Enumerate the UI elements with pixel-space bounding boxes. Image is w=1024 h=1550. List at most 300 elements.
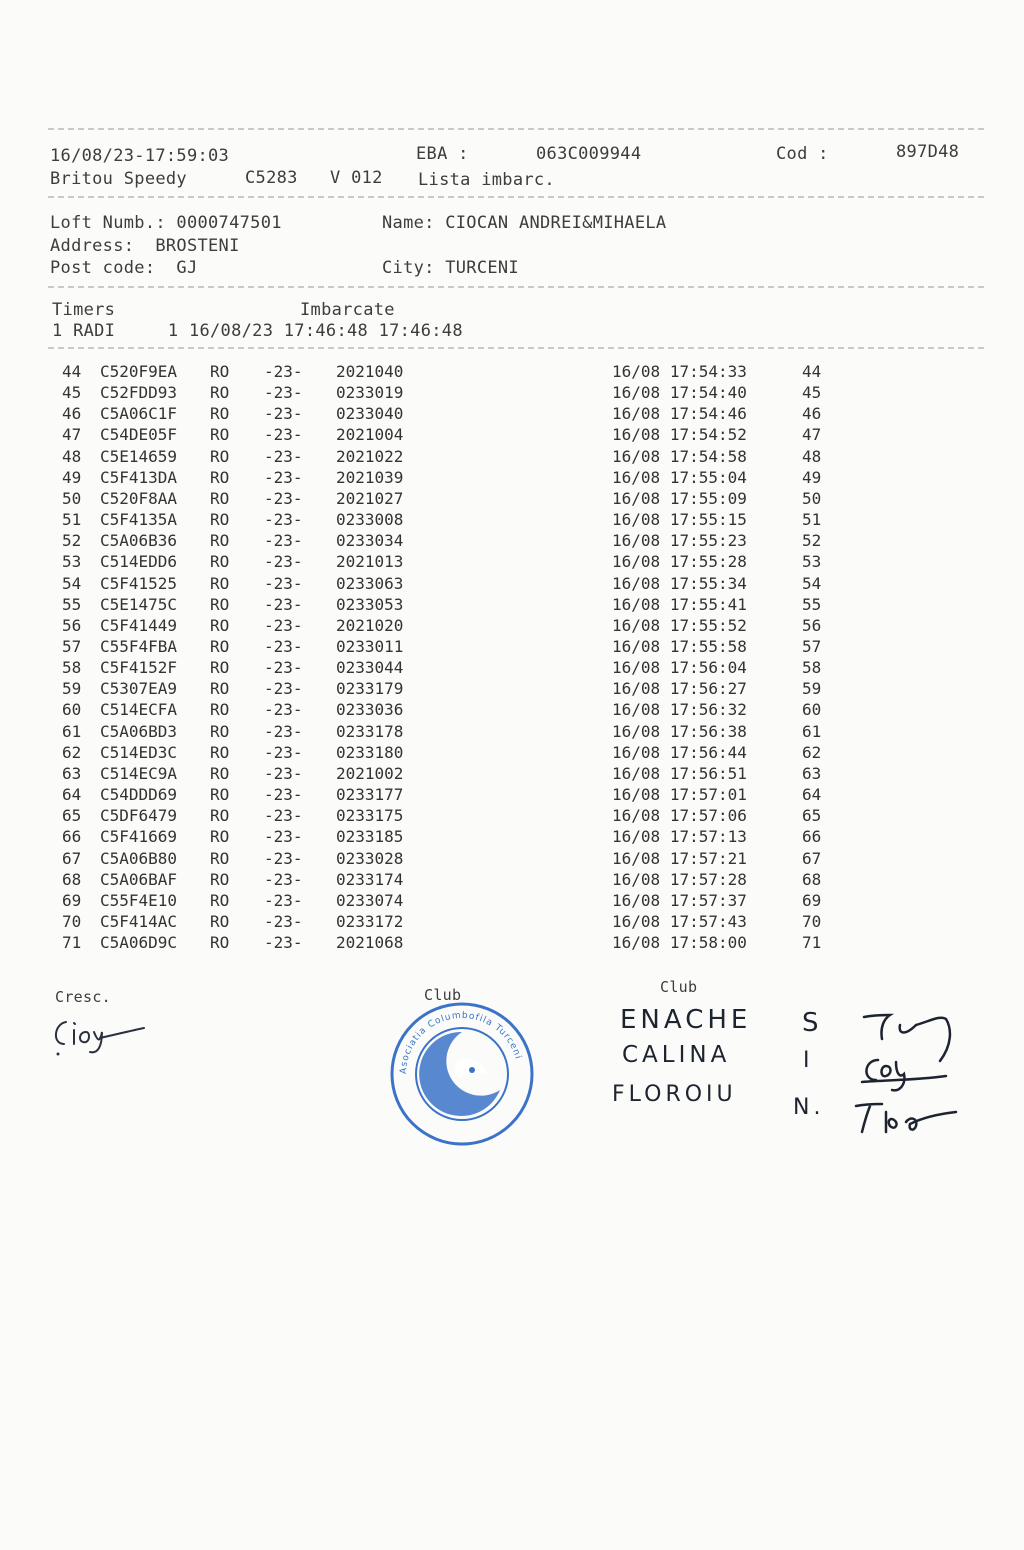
arrival-time: [612, 849, 747, 868]
ring-year: -23-: [264, 700, 303, 720]
arrival-date: 16/08: [612, 425, 661, 445]
position: 58: [802, 658, 822, 678]
position: 59: [802, 679, 822, 699]
ring-number: 0233175: [336, 806, 404, 826]
position: 70: [802, 911, 822, 931]
ring-year: -23-: [264, 573, 303, 593]
ring-year: -23-: [264, 763, 303, 783]
ring-number: 0233178: [336, 721, 404, 741]
ring-number: 0233180: [336, 742, 404, 762]
arrival-clock: 17:54:40: [669, 383, 747, 403]
club-label-signers: Club: [660, 978, 698, 996]
row-index: 66: [62, 827, 82, 847]
arrival-time: [612, 552, 747, 571]
arrival-time: [612, 362, 747, 381]
row-index: 54: [62, 573, 82, 593]
ring-year: -23-: [264, 742, 303, 762]
ring-code: C5A06BAF: [100, 869, 178, 889]
position: 51: [802, 510, 822, 529]
arrival-clock: 17:58:00: [669, 933, 747, 952]
country-code: RO: [210, 890, 230, 910]
signer-1-name: ENACHE: [620, 1005, 752, 1035]
country-code: RO: [210, 446, 230, 466]
country-code: RO: [210, 425, 230, 445]
row-index: 63: [62, 763, 82, 783]
list-title: Lista imbarc.: [418, 170, 555, 190]
row-index: 67: [62, 848, 82, 868]
ring-year: -23-: [264, 890, 303, 910]
ring-year: -23-: [264, 615, 303, 635]
ring-code: C5E14659: [100, 446, 178, 466]
ring-year: -23-: [264, 933, 303, 952]
ring-number: 2021004: [336, 425, 404, 445]
arrival-time: [612, 785, 747, 804]
loft-number: Loft Numb.: 0000747501: [50, 213, 282, 233]
ring-code: C5307EA9: [100, 679, 178, 699]
signer-2-name: CALINA: [622, 1042, 731, 1068]
cod-value: 897D48: [896, 142, 960, 162]
ring-number: 2021013: [336, 552, 404, 572]
ring-code: C5F413DA: [100, 467, 178, 487]
ring-number: 0233008: [336, 510, 404, 529]
row-index: 62: [62, 742, 82, 762]
separator-timers: [48, 347, 984, 349]
arrival-date: 16/08: [612, 890, 661, 910]
arrival-clock: 17:55:41: [669, 594, 747, 614]
country-code: RO: [210, 848, 230, 868]
row-index: 65: [62, 806, 82, 826]
ring-code: C5F4135A: [100, 510, 178, 529]
ring-code: C5F414AC: [100, 911, 178, 931]
device-code: C5283: [245, 168, 298, 188]
ring-code: C5A06B36: [100, 531, 178, 551]
table-row: [62, 616, 842, 637]
arrival-date: 16/08: [612, 869, 661, 889]
table-row: [62, 806, 842, 827]
ring-code: C5F41449: [100, 615, 178, 635]
country-code: RO: [210, 552, 230, 572]
country-code: RO: [210, 679, 230, 699]
arrival-time: [612, 722, 747, 741]
country-code: RO: [210, 658, 230, 678]
signer-2-signature: [858, 1052, 948, 1092]
position: 49: [802, 467, 822, 487]
ring-number: 0233044: [336, 658, 404, 678]
row-index: 60: [62, 700, 82, 720]
ring-year: -23-: [264, 488, 303, 508]
row-index: 61: [62, 721, 82, 741]
cod-label: Cod :: [776, 144, 829, 164]
ring-code: C514EDD6: [100, 552, 178, 572]
table-row: [62, 679, 842, 700]
table-row: [62, 785, 842, 806]
arrival-time: [612, 447, 747, 466]
country-code: RO: [210, 488, 230, 508]
row-index: 70: [62, 911, 82, 931]
position: 54: [802, 573, 822, 593]
country-code: RO: [210, 404, 230, 424]
row-index: 50: [62, 488, 82, 508]
arrival-time: [612, 616, 747, 635]
ring-code: C54DDD69: [100, 785, 178, 804]
arrival-clock: 17:56:27: [669, 679, 747, 699]
ring-year: -23-: [264, 869, 303, 889]
ring-year: -23-: [264, 679, 303, 699]
country-code: RO: [210, 869, 230, 889]
arrival-date: 16/08: [612, 446, 661, 466]
country-code: RO: [210, 467, 230, 487]
row-index: 69: [62, 890, 82, 910]
address: Address: BROSTENI: [50, 236, 240, 256]
row-index: 52: [62, 531, 82, 551]
arrival-clock: 17:54:52: [669, 425, 747, 445]
arrival-date: 16/08: [612, 488, 661, 508]
post-code: Post code: GJ: [50, 258, 198, 278]
row-index: 71: [62, 933, 82, 952]
arrival-date: 16/08: [612, 848, 661, 868]
arrival-time: [612, 891, 747, 910]
arrival-time: [612, 425, 747, 444]
ring-year: -23-: [264, 721, 303, 741]
arrival-clock: 17:57:01: [669, 785, 747, 804]
arrival-time: [612, 764, 747, 783]
position: 60: [802, 700, 822, 720]
ring-year: -23-: [264, 362, 303, 381]
separator-header: [48, 196, 984, 198]
arrival-clock: 17:55:09: [669, 488, 747, 508]
country-code: RO: [210, 615, 230, 635]
country-code: RO: [210, 911, 230, 931]
table-row: [62, 722, 842, 743]
position: 62: [802, 742, 822, 762]
owner-name: Name: CIOCAN ANDREI&MIHAELA: [382, 213, 667, 233]
position: 47: [802, 425, 822, 445]
ring-number: 0233036: [336, 700, 404, 720]
ring-code: C5F41525: [100, 573, 178, 593]
eba-label: EBA :: [416, 144, 469, 164]
arrival-clock: 17:55:04: [669, 467, 747, 487]
ring-number: 2021022: [336, 446, 404, 466]
table-row: [62, 383, 842, 404]
ring-code: C5E1475C: [100, 594, 178, 614]
country-code: RO: [210, 700, 230, 720]
position: 65: [802, 806, 822, 826]
arrival-date: 16/08: [612, 679, 661, 699]
arrival-date: 16/08: [612, 362, 661, 381]
row-index: 59: [62, 679, 82, 699]
position: 67: [802, 848, 822, 868]
ring-number: 0233074: [336, 890, 404, 910]
print-datetime: 16/08/23-17:59:03: [50, 146, 230, 166]
position: 45: [802, 383, 822, 403]
arrival-time: [612, 806, 747, 825]
row-index: 51: [62, 510, 82, 529]
arrival-date: 16/08: [612, 573, 661, 593]
arrival-time: [612, 404, 747, 423]
country-code: RO: [210, 637, 230, 656]
ring-year: -23-: [264, 806, 303, 826]
arrival-time: [612, 700, 747, 719]
row-index: 56: [62, 615, 82, 635]
country-code: RO: [210, 933, 230, 952]
row-index: 68: [62, 869, 82, 889]
country-code: RO: [210, 362, 230, 381]
ring-code: C55F4E10: [100, 890, 178, 910]
position: 44: [802, 362, 822, 381]
arrival-clock: 17:55:15: [669, 510, 747, 529]
arrival-date: 16/08: [612, 911, 661, 931]
ring-year: -23-: [264, 785, 303, 804]
arrival-clock: 17:55:23: [669, 531, 747, 551]
version: V 012: [330, 168, 383, 188]
table-row: [62, 468, 842, 489]
arrival-clock: 17:55:58: [669, 637, 747, 656]
timer-line: 1 RADI 1 16/08/23 17:46:48 17:46:48: [52, 321, 463, 341]
position: 53: [802, 552, 822, 572]
ring-number: 0233177: [336, 785, 404, 804]
table-row: [62, 362, 842, 383]
cresc-label: Cresc.: [55, 988, 111, 1006]
table-row: [62, 933, 842, 954]
position: 71: [802, 933, 822, 952]
position: 46: [802, 404, 822, 424]
ring-year: -23-: [264, 467, 303, 487]
signer-3-initial: N.: [793, 1095, 825, 1120]
arrival-clock: 17:56:44: [669, 742, 747, 762]
arrival-clock: 17:57:28: [669, 869, 747, 889]
arrival-time: [612, 489, 747, 508]
arrival-time: [612, 574, 747, 593]
ring-code: C52FDD93: [100, 383, 178, 403]
eba-value: 063C009944: [536, 144, 642, 164]
ring-year: -23-: [264, 594, 303, 614]
cresc-signature: [48, 1010, 148, 1060]
arrival-time: [612, 383, 747, 402]
country-code: RO: [210, 721, 230, 741]
country-code: RO: [210, 785, 230, 804]
arrival-date: 16/08: [612, 721, 661, 741]
row-index: 64: [62, 785, 82, 804]
arrival-clock: 17:57:06: [669, 806, 747, 826]
row-index: 58: [62, 658, 82, 678]
country-code: RO: [210, 763, 230, 783]
ring-code: C5A06BD3: [100, 721, 178, 741]
ring-code: C514ECFA: [100, 700, 178, 720]
ring-year: -23-: [264, 383, 303, 403]
ring-number: 0233011: [336, 637, 404, 656]
signer-3-signature: [852, 1098, 962, 1138]
arrival-date: 16/08: [612, 827, 661, 847]
arrival-clock: 17:56:04: [669, 658, 747, 678]
arrival-date: 16/08: [612, 933, 661, 952]
table-row: [62, 637, 842, 658]
arrival-time: [612, 933, 747, 952]
ring-year: -23-: [264, 446, 303, 466]
ring-code: C520F8AA: [100, 488, 178, 508]
arrival-clock: 17:57:43: [669, 911, 747, 931]
imbarcate-header: Imbarcate: [300, 300, 395, 320]
arrival-time: [612, 743, 747, 762]
ring-number: 2021027: [336, 488, 404, 508]
ring-number: 0233174: [336, 869, 404, 889]
arrival-date: 16/08: [612, 785, 661, 804]
ring-code: C514EC9A: [100, 763, 178, 783]
arrival-clock: 17:56:38: [669, 721, 747, 741]
arrival-time: [612, 637, 747, 656]
arrival-date: 16/08: [612, 615, 661, 635]
ring-number: 0233053: [336, 594, 404, 614]
ring-number: 0233185: [336, 827, 404, 847]
arrival-clock: 17:54:46: [669, 404, 747, 424]
ring-year: -23-: [264, 827, 303, 847]
table-row: [62, 510, 842, 531]
arrival-time: [612, 468, 747, 487]
arrival-date: 16/08: [612, 467, 661, 487]
arrival-time: [612, 870, 747, 889]
position: 57: [802, 637, 822, 656]
arrival-date: 16/08: [612, 637, 661, 656]
ring-code: C5A06B80: [100, 848, 178, 868]
table-row: [62, 849, 842, 870]
arrival-time: [612, 658, 747, 677]
table-row: [62, 700, 842, 721]
position: 69: [802, 890, 822, 910]
arrival-clock: 17:57:37: [669, 890, 747, 910]
country-code: RO: [210, 573, 230, 593]
ring-number: 2021002: [336, 763, 404, 783]
arrival-date: 16/08: [612, 763, 661, 783]
ring-year: -23-: [264, 531, 303, 551]
arrival-date: 16/08: [612, 594, 661, 614]
separator-loft: [48, 286, 984, 288]
ring-code: C54DE05F: [100, 425, 178, 445]
arrival-date: 16/08: [612, 404, 661, 424]
ring-year: -23-: [264, 510, 303, 529]
arrival-date: 16/08: [612, 700, 661, 720]
table-row: [62, 743, 842, 764]
country-code: RO: [210, 742, 230, 762]
table-row: [62, 595, 842, 616]
position: 56: [802, 615, 822, 635]
ring-code: C5F41669: [100, 827, 178, 847]
ring-number: 2021039: [336, 467, 404, 487]
ring-year: -23-: [264, 637, 303, 656]
ring-number: 0233063: [336, 573, 404, 593]
table-row: [62, 891, 842, 912]
arrival-date: 16/08: [612, 510, 661, 529]
table-row: [62, 827, 842, 848]
arrival-time: [612, 595, 747, 614]
row-index: 45: [62, 383, 82, 403]
arrival-time: [612, 827, 747, 846]
ring-year: -23-: [264, 658, 303, 678]
arrival-clock: 17:55:34: [669, 573, 747, 593]
ring-number: 0233028: [336, 848, 404, 868]
ring-number: 2021068: [336, 933, 404, 952]
position: 48: [802, 446, 822, 466]
city: City: TURCENI: [382, 258, 519, 278]
table-row: [62, 489, 842, 510]
timers-header: Timers: [52, 300, 116, 320]
ring-year: -23-: [264, 552, 303, 572]
table-row: [62, 912, 842, 933]
table-row: [62, 574, 842, 595]
arrival-date: 16/08: [612, 552, 661, 572]
signer-2-initial: I: [803, 1048, 814, 1073]
country-code: RO: [210, 383, 230, 403]
table-row: [62, 870, 842, 891]
ring-year: -23-: [264, 848, 303, 868]
country-code: RO: [210, 594, 230, 614]
ring-number: 0233172: [336, 911, 404, 931]
country-code: RO: [210, 806, 230, 826]
country-code: RO: [210, 510, 230, 529]
arrival-time: [612, 531, 747, 550]
row-index: 48: [62, 446, 82, 466]
ring-code: C5A06C1F: [100, 404, 178, 424]
row-index: 49: [62, 467, 82, 487]
club-stamp: [388, 1000, 536, 1148]
club-label-stamp: Club: [424, 986, 462, 1004]
arrival-clock: 17:57:21: [669, 848, 747, 868]
arrival-time: [612, 510, 747, 529]
position: 64: [802, 785, 822, 804]
arrival-clock: 17:55:52: [669, 615, 747, 635]
ring-code: C514ED3C: [100, 742, 178, 762]
arrival-date: 16/08: [612, 806, 661, 826]
ring-code: C5DF6479: [100, 806, 178, 826]
country-code: RO: [210, 827, 230, 847]
arrival-clock: 17:57:13: [669, 827, 747, 847]
ring-number: 2021020: [336, 615, 404, 635]
separator-top: [48, 128, 984, 130]
ring-year: -23-: [264, 404, 303, 424]
ring-code: C55F4FBA: [100, 637, 178, 656]
ring-code: C520F9EA: [100, 362, 178, 381]
ring-year: -23-: [264, 425, 303, 445]
row-index: 44: [62, 362, 82, 381]
ring-number: 0233040: [336, 404, 404, 424]
row-index: 57: [62, 637, 82, 656]
row-index: 46: [62, 404, 82, 424]
table-row: [62, 552, 842, 573]
arrival-clock: 17:56:32: [669, 700, 747, 720]
ring-code: C5F4152F: [100, 658, 178, 678]
position: 66: [802, 827, 822, 847]
arrival-clock: 17:56:51: [669, 763, 747, 783]
ring-number: 0233034: [336, 531, 404, 551]
arrival-date: 16/08: [612, 383, 661, 403]
table-row: [62, 447, 842, 468]
row-index: 47: [62, 425, 82, 445]
arrival-date: 16/08: [612, 658, 661, 678]
stamp-text: Asociatia Columbofila Turceni: [398, 1010, 524, 1075]
arrival-time: [612, 912, 747, 931]
ring-number: 2021040: [336, 362, 404, 381]
table-row: [62, 425, 842, 446]
position: 68: [802, 869, 822, 889]
ring-number: 0233019: [336, 383, 404, 403]
ring-code: C5A06D9C: [100, 933, 178, 952]
position: 52: [802, 531, 822, 551]
table-row: [62, 531, 842, 552]
arrival-clock: 17:54:58: [669, 446, 747, 466]
arrival-date: 16/08: [612, 531, 661, 551]
position: 63: [802, 763, 822, 783]
position: 55: [802, 594, 822, 614]
row-index: 53: [62, 552, 82, 572]
position: 50: [802, 488, 822, 508]
